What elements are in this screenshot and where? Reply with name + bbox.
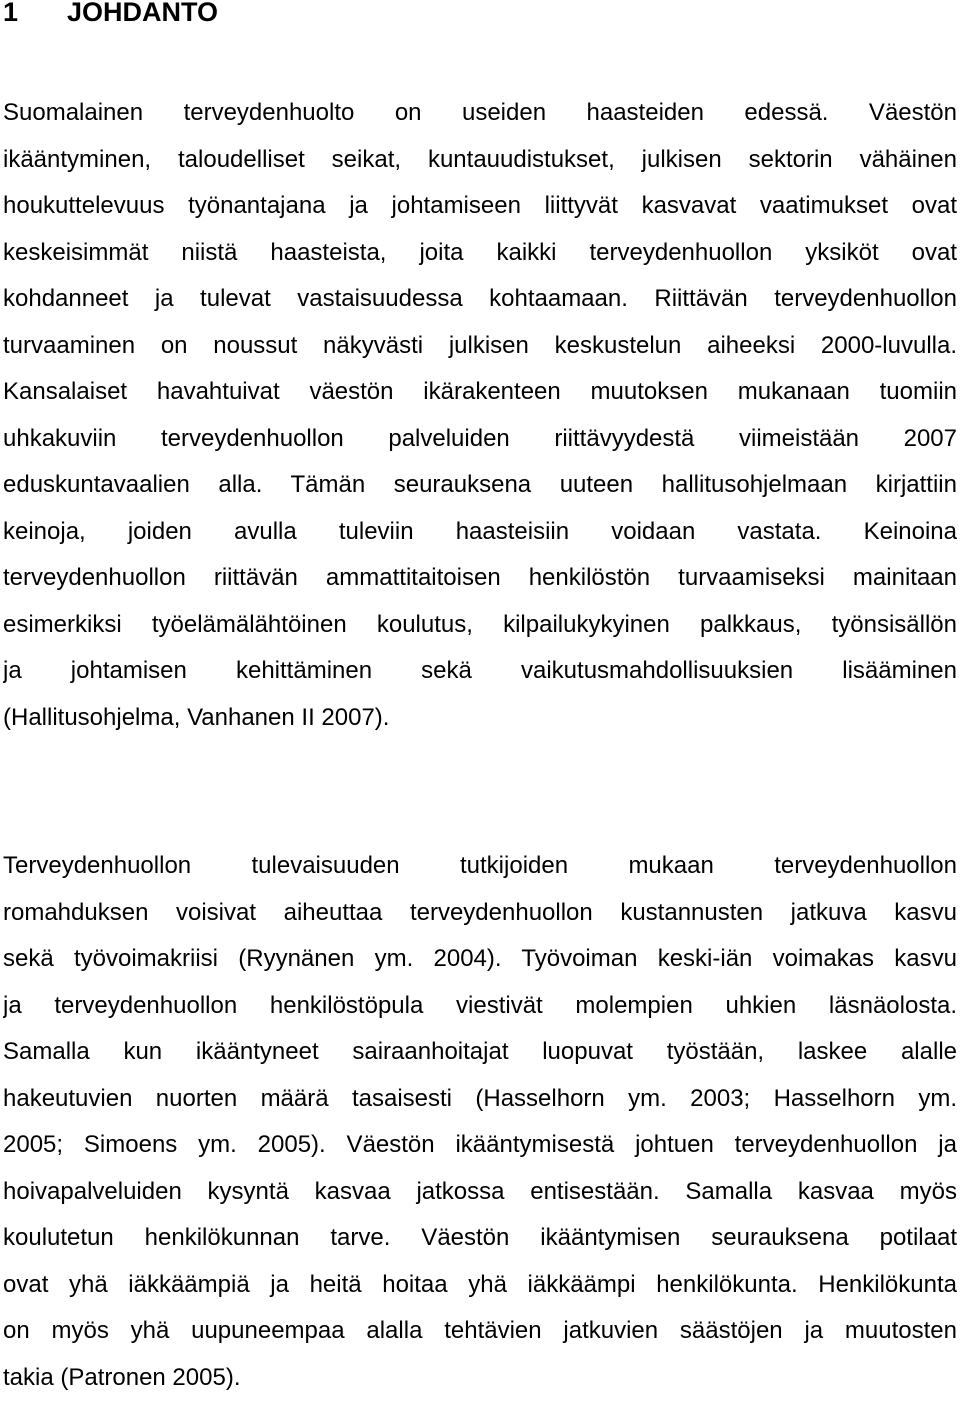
paragraph-line: koulutetun henkilökunnan tarve. Väestön ikääntymisen seurauksena potilaat (3, 1215, 957, 1262)
paragraph-line: Terveydenhuollon tulevaisuuden tutkijoiden mukaan terveydenhuollon (3, 843, 957, 890)
paragraph-line: eduskuntavaalien alla. Tämän seurauksena uuteen hallitusohjelmaan kirjattiin (3, 462, 957, 509)
paragraph-line: keskeisimmät niistä haasteista, joita kaikki terveydenhuollon yksiköt ovat (3, 230, 957, 277)
paragraph-line: Suomalainen terveydenhuolto on useiden haasteiden edessä. Väestön (3, 90, 957, 137)
chapter-heading (3, 0, 218, 32)
paragraph-line: hoivapalveluiden kysyntä kasvaa jatkossa entisestään. Samalla kasvaa myös (3, 1169, 957, 1216)
paragraph-line: ovat yhä iäkkäämpiä ja heitä hoitaa yhä iäkkäämpi henkilökunta. Henkilökunta (3, 1262, 957, 1309)
paragraph-line: keinoja, joiden avulla tuleviin haasteisiin voidaan vastata. Keinoina (3, 509, 957, 556)
paragraph-line: hakeutuvien nuorten määrä tasaisesti (Hasselhorn ym. 2003; Hasselhorn ym. (3, 1076, 957, 1123)
paragraph-line: 2005; Simoens ym. 2005). Väestön ikääntymisestä johtuen terveydenhuollon ja (3, 1122, 957, 1169)
paragraph-line: takia (Patronen 2005). (3, 1355, 957, 1401)
chapter-title: JOHDANTO (67, 0, 218, 27)
paragraph-line: (Hallitusohjelma, Vanhanen II 2007). (3, 695, 957, 742)
paragraph-line: Samalla kun ikääntyneet sairaanhoitajat luopuvat työstään, laskee alalle (3, 1029, 957, 1076)
paragraph-line: sekä työvoimakriisi (Ryynänen ym. 2004). Työvoiman keski-iän voimakas kasvu (3, 936, 957, 983)
paragraph-line: on myös yhä uupuneempaa alalla tehtävien jatkuvien säästöjen ja muutosten (3, 1308, 957, 1355)
paragraph-1 (3, 90, 957, 741)
paragraph-line: uhkakuviin terveydenhuollon palveluiden riittävyydestä viimeistään 2007 (3, 416, 957, 463)
paragraph-line: houkuttelevuus työnantajana ja johtamiseen liittyvät kasvavat vaatimukset ovat (3, 183, 957, 230)
paragraph-line: ja johtamisen kehittäminen sekä vaikutusmahdollisuuksien lisääminen (3, 648, 957, 695)
paragraph-line: terveydenhuollon riittävän ammattitaitoisen henkilöstön turvaamiseksi mainitaan (3, 555, 957, 602)
paragraph-line: kohdanneet ja tulevat vastaisuudessa kohtaamaan. Riittävän terveydenhuollon (3, 276, 957, 323)
paragraph-line: turvaaminen on noussut näkyvästi julkisen keskustelun aiheeksi 2000-luvulla. (3, 323, 957, 370)
paragraph-line: Kansalaiset havahtuivat väestön ikärakenteen muutoksen mukanaan tuomiin (3, 369, 957, 416)
paragraph-line: ikääntyminen, taloudelliset seikat, kuntauudistukset, julkisen sektorin vähäinen (3, 137, 957, 184)
paragraph-line: esimerkiksi työelämälähtöinen koulutus, kilpailukykyinen palkkaus, työnsisällön (3, 602, 957, 649)
paragraph-2 (3, 843, 957, 1401)
paragraph-line: ja terveydenhuollon henkilöstöpula viestivät molempien uhkien läsnäolosta. (3, 983, 957, 1030)
paragraph-line: romahduksen voisivat aiheuttaa terveydenhuollon kustannusten jatkuva kasvu (3, 890, 957, 937)
chapter-number: 1 (3, 0, 67, 32)
